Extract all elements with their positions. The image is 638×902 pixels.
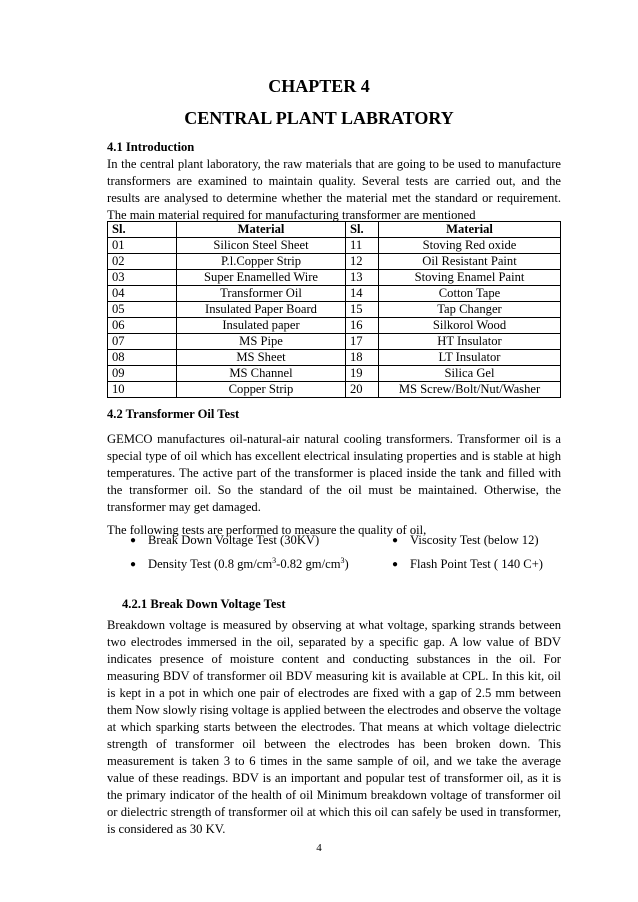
cell-sl: 12 — [346, 254, 379, 270]
bullet-icon: ● — [130, 559, 137, 570]
cell-sl: 06 — [108, 318, 177, 334]
table-row — [108, 302, 561, 318]
cell-material: MS Sheet — [177, 350, 346, 366]
materials-table-wrap — [107, 221, 561, 398]
header-sl-2: Sl. — [346, 222, 379, 238]
table-row — [108, 270, 561, 286]
cell-sl: 19 — [346, 366, 379, 382]
oil-test-paragraph: GEMCO manufactures oil-natural-air natural cooling transformers. Transformer oil is a special type of oil which has excellent electrical insulating properties and is stable at high temperatures. The active part of the transformer is placed inside the tank and filled with the transformer oil. So the standard of the oil must be maintained. Otherwise, the transformer may get damaged. — [107, 432, 561, 514]
cell-material: Insulated Paper Board — [177, 302, 346, 318]
cell-material: Insulated paper — [177, 318, 346, 334]
cell-material: Silicon Steel Sheet — [177, 238, 346, 254]
cell-material: Silkorol Wood — [379, 318, 561, 334]
table-row — [108, 366, 561, 382]
cell-material: Super Enamelled Wire — [177, 270, 346, 286]
cell-sl: 13 — [346, 270, 379, 286]
bullet-icon: ● — [392, 535, 399, 546]
intro-heading: 4.1 Introduction — [107, 140, 195, 154]
table-header-row — [108, 222, 561, 238]
cell-sl: 18 — [346, 350, 379, 366]
cell-material: MS Channel — [177, 366, 346, 382]
chapter-label: CHAPTER 4 — [268, 76, 370, 96]
chapter-title: CENTRAL PLANT LABRATORY — [184, 108, 454, 128]
table-row — [108, 254, 561, 270]
cell-material: HT Insulator — [379, 334, 561, 350]
cell-sl: 17 — [346, 334, 379, 350]
header-sl-1: Sl. — [108, 222, 177, 238]
test-item-flash-point: ● Flash Point Test ( 140 C+) — [392, 557, 543, 571]
cell-sl: 02 — [108, 254, 177, 270]
intro-section — [107, 139, 561, 224]
test-item-viscosity: ● Viscosity Test (below 12) — [392, 533, 539, 547]
cell-sl: 08 — [108, 350, 177, 366]
cell-sl: 15 — [346, 302, 379, 318]
table-row — [108, 318, 561, 334]
header-material-2: Material — [379, 222, 561, 238]
cell-material: Copper Strip — [177, 382, 346, 398]
oil-test-heading: 4.2 Transformer Oil Test — [107, 407, 240, 421]
bullet-icon: ● — [392, 559, 399, 570]
cell-material: MS Pipe — [177, 334, 346, 350]
bdv-heading: 4.2.1 Break Down Voltage Test — [122, 597, 286, 611]
cell-sl: 14 — [346, 286, 379, 302]
cell-sl: 20 — [346, 382, 379, 398]
table-row — [108, 286, 561, 302]
cell-material: Cotton Tape — [379, 286, 561, 302]
cell-sl: 07 — [108, 334, 177, 350]
cell-material: Silica Gel — [379, 366, 561, 382]
test-item-density: ● Density Test (0.8 $gm/cm^3-0.82$ $gm/cm^3$) — [130, 555, 349, 571]
oil-test-list — [107, 533, 561, 583]
cell-material: Stoving Enamel Paint — [379, 270, 561, 286]
oil-test-lead: The following tests are performed to measure the quality of oil, — [107, 523, 427, 537]
table-row — [108, 382, 561, 398]
cell-material: MS Screw/Bolt/Nut/Washer — [379, 382, 561, 398]
materials-table — [107, 221, 561, 398]
cell-sl: 05 — [108, 302, 177, 318]
cell-material: P.l.Copper Strip — [177, 254, 346, 270]
page-number: 4 — [316, 842, 322, 854]
cell-sl: 11 — [346, 238, 379, 254]
bdv-paragraph: Breakdown voltage is measured by observing at what voltage, sparking strands between two electrodes immersed in the oil, separated by a specific gap. A low value of BDV indicates presence of moisture content and conducting substances in the oil. For measuring BDV of transformer oil BDV measuring kit is available at CPL. In this kit, oil is kept in a pot in which one pair of electrodes are fixed with a gap of 2.5 mm between them Now slowly rising voltage is applied between the electrodes and observe the voltage at which sparking starts between the electrodes. That means at which voltage dielectric strength of transformer oil between the electrodes has been broken down. This measurement is taken 3 to 6 times in the same sample of oil, and we take the average value of these readings. BDV is an important and popular test of transformer oil, as it is the primary indicator of the health of oil Minimum breakdown voltage of transformer oil or dielectric strength of transformer oil at which this oil can safely be used in transformer, is considered as 30 KV. — [107, 618, 561, 836]
cell-sl: 09 — [108, 366, 177, 382]
intro-paragraph: In the central plant laboratory, the raw materials that are going to be used to manufacture transformers are examined to maintain quality. Several tests are carried out, and the results are analysed to determine whether the material met the standard or requirement. The main material required for manufacturing transformer are mentioned — [107, 157, 561, 222]
cell-material: LT Insulator — [379, 350, 561, 366]
table-row — [108, 238, 561, 254]
table-row — [108, 350, 561, 366]
cell-material: Tap Changer — [379, 302, 561, 318]
cell-sl: 10 — [108, 382, 177, 398]
header-material-1: Material — [177, 222, 346, 238]
cell-sl: 03 — [108, 270, 177, 286]
oil-test-section — [107, 406, 561, 539]
cell-material: Stoving Red oxide — [379, 238, 561, 254]
cell-sl: 01 — [108, 238, 177, 254]
cell-material: Oil Resistant Paint — [379, 254, 561, 270]
bdv-section — [107, 596, 561, 838]
test-item-bdv: ● Break Down Voltage Test (30KV) — [130, 533, 320, 547]
bullet-icon: ● — [130, 535, 137, 546]
cell-sl: 04 — [108, 286, 177, 302]
table-row — [108, 334, 561, 350]
cell-sl: 16 — [346, 318, 379, 334]
cell-material: Transformer Oil — [177, 286, 346, 302]
